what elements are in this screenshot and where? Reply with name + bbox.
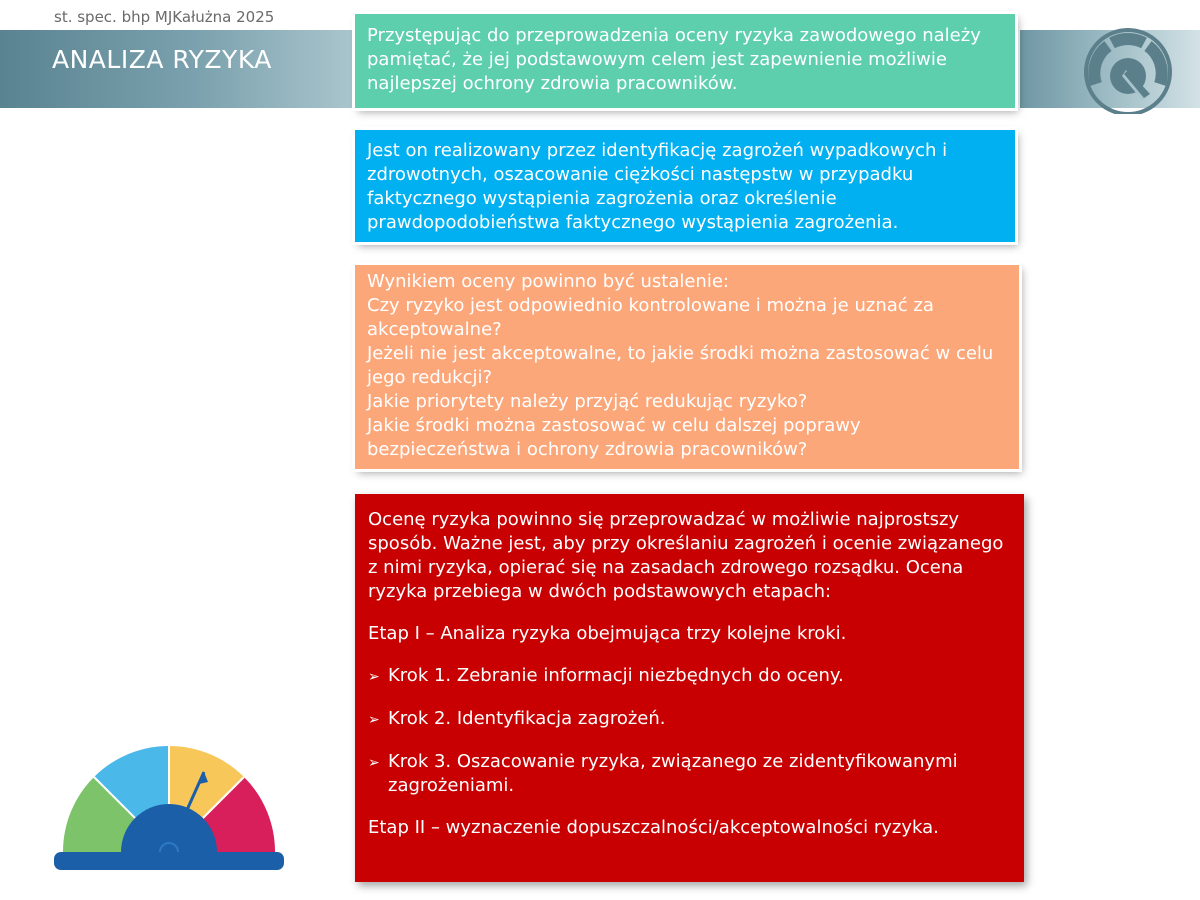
assessment-steps-card xyxy=(355,494,1024,882)
arrow-bullet-icon: ➢ xyxy=(368,712,380,728)
result-line: Wynikiem oceny powinno być ustalenie: xyxy=(367,271,729,292)
intro-text: Przystępując do przeprowadzenia oceny ryzyka zawodowego należy pamiętać, że jej podstawowym celem jest zapewnienie możliwie najlepszej ochrony zdrowia pracowników. xyxy=(367,25,981,94)
author-credit: st. spec. bhp MJKałużna 2025 xyxy=(54,8,275,26)
stage-one: Etap I – Analiza ryzyka obejmująca trzy kolejne kroki. xyxy=(368,623,847,644)
step-item xyxy=(368,707,1011,732)
result-question: Czy ryzyko jest odpowiednio kontrolowane i można je uznać za akceptowalne? xyxy=(367,295,934,340)
result-question: Jakie środki można zastosować w celu dalszej poprawy bezpieczeństwa i ochrony zdrowia pracowników? xyxy=(367,415,861,460)
step-item xyxy=(368,664,1011,689)
step-text: Krok 1. Zebranie informacji niezbędnych do oceny. xyxy=(388,665,844,686)
process-card xyxy=(355,130,1015,242)
stage-two: Etap II – wyznaczenie dopuszczalności/akceptowalności ryzyka. xyxy=(368,817,939,838)
result-question: Jakie priorytety należy przyjąć redukując ryzyko? xyxy=(367,391,808,412)
step-text: Krok 2. Identyfikacja zagrożeń. xyxy=(388,708,666,729)
page-title: ANALIZA RYZYKA xyxy=(52,45,272,74)
arrow-bullet-icon: ➢ xyxy=(368,755,380,771)
speedometer-icon xyxy=(1078,24,1178,114)
result-questions-card xyxy=(355,265,1019,469)
result-question: Jeżeli nie jest akceptowalne, to jakie środki można zastosować w celu jego redukcji? xyxy=(367,343,994,388)
assessment-intro: Ocenę ryzyka powinno się przeprowadzać w możliwie najprostszy sposób. Ważne jest, aby przy określaniu zagrożeń i ocenie związanego z nimi ryzyka, opierać się na zasadach zdrowego rozsądku. Ocena ryzyka przebiega w dwóch podstawowych etapach: xyxy=(368,509,1004,602)
intro-card xyxy=(355,14,1015,108)
arrow-bullet-icon: ➢ xyxy=(368,669,380,685)
risk-gauge-icon xyxy=(52,742,288,876)
process-text: Jest on realizowany przez identyfikację zagrożeń wypadkowych i zdrowotnych, oszacowanie ciężkości następstw w przypadku faktycznego wystąpienia zagrożenia oraz określenie prawdopodobieństwa faktycznego wystąpienia zagrożenia. xyxy=(367,140,948,233)
step-text: Krok 3. Oszacowanie ryzyka, związanego ze zidentyfikowanymi zagrożeniami. xyxy=(388,751,958,796)
step-item xyxy=(368,750,1011,798)
